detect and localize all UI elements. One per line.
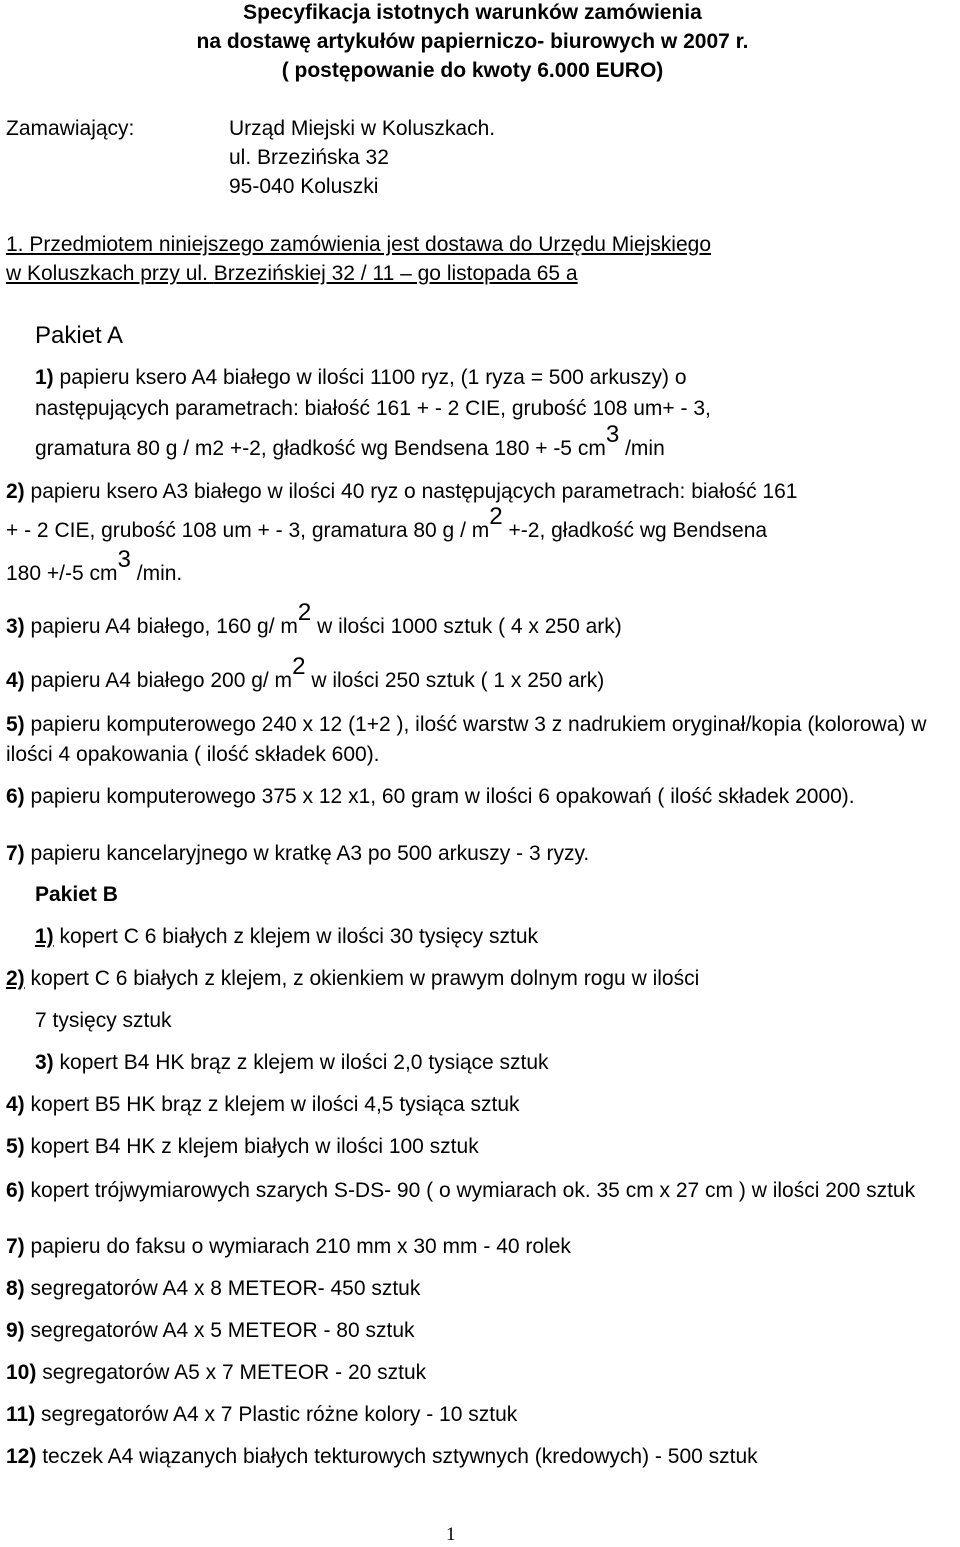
pakiet-b-item-11 [6,1402,517,1427]
item-number: 6) [6,785,25,808]
pakiet-b-item-4 [6,1092,520,1117]
item-number: 3) [35,1051,54,1074]
pakiet-b-item-8 [6,1276,420,1301]
item-text: papieru A4 białego, 160 g/ m [24,615,298,638]
superscript: 3 [117,545,131,573]
item-text: + - 2 CIE, grubość 108 um + - 3, gramatura 80 g / m [6,519,490,542]
pakiet-b-heading: Pakiet B [35,883,118,906]
pakiet-b-item-7 [6,1234,571,1259]
pakiet-b-item-3 [35,1050,549,1075]
item-text: kopert C 6 białych z klejem, z okienkiem w prawym dolnym rogu w ilości [24,967,700,990]
superscript: 2 [297,598,312,626]
item-text: segregatorów A4 x 5 METEOR - 80 sztuk [24,1319,415,1342]
subject-line-2 [6,261,578,286]
item-text: kopert C 6 białych z klejem w ilości 30 tysięcy sztuk [53,925,539,948]
pakiet-a-item-1-line-1 [35,365,687,390]
item-text: kopert B5 HK brąz z klejem w ilości 4,5 tysiąca sztuk [24,1093,520,1116]
item-number: 1) [35,366,54,389]
pakiet-b-item-12 [6,1444,758,1469]
pakiet-b-item-10 [6,1360,426,1385]
item-number: 12) [6,1445,37,1468]
pakiet-a-item-2-line-2 [6,502,768,543]
item-number: 9) [6,1319,25,1342]
pakiet-b-item-9 [6,1318,415,1343]
pakiet-a-item-1-line-2: następujących parametrach: białość 161 + - 2 CIE, grubość 108 um+ - 3, [35,397,711,420]
item-text: 180 +/-5 cm [6,562,118,585]
item-number: 11) [6,1403,36,1426]
item-text: segregatorów A4 x 7 Plastic różne kolory - 10 sztuk [35,1403,518,1426]
item-text: papieru komputerowego 240 x 12 (1+2 ), ilość warstw 3 z nadrukiem oryginał/kopia (kolorowa) w ilości 4 opakowania ( ilość składek 600). [6,713,927,766]
item-number: 4) [6,1093,25,1116]
item-text: segregatorów A4 x 8 METEOR- 450 sztuk [24,1277,421,1300]
item-number: 2) [6,480,25,503]
pakiet-b-item-2 [6,966,699,991]
pakiet-a-heading: Pakiet A [35,322,124,349]
subject-line-2a: w Koluszkach przy ul. [6,262,214,285]
item-text: kopert trójwymiarowych szarych S-DS- 90 ( o wymiarach ok. 35 cm x 27 cm ) w ilości 200 sztuk [24,1179,916,1202]
item-text: segregatorów A5 x 7 METEOR - 20 sztuk [36,1361,427,1384]
item-text: /min. [130,562,183,585]
pakiet-a-item-1-line-3 [35,420,665,461]
pakiet-b-item-1 [35,924,538,949]
ordering-party-city: 95-040 Koluszki [229,175,379,198]
item-number: 7) [6,842,25,865]
item-number: 5) [6,1135,25,1158]
pakiet-a-item-4 [6,652,605,693]
pakiet-b-item-6 [6,1176,956,1205]
item-text: papieru A4 białego 200 g/ m [24,669,293,692]
item-number: 5) [6,713,25,736]
item-text: w ilości 250 sztuk ( 1 x 250 ark) [305,669,605,692]
superscript: 2 [292,652,306,680]
superscript: 3 [605,420,620,448]
item-text: w ilości 1000 sztuk ( 4 x 250 ark) [311,615,622,638]
item-number: 1) [35,925,54,948]
item-text: papieru komputerowego 375 x 12 x1, 60 gram w ilości 6 opakowań ( ilość składek 2000). [24,785,855,808]
pakiet-a-item-2-line-3 [6,545,183,586]
page-number: 1 [446,1524,456,1545]
title-line-2: na dostawę artykułów papierniczo- biurowych w 2007 r. [196,30,749,53]
pakiet-a-item-5 [6,710,956,770]
ordering-party-name: Urząd Miejski w Koluszkach. [229,117,496,140]
item-number: 7) [6,1235,25,1258]
item-number: 6) [6,1179,25,1202]
ordering-party-label: Zamawiający: [6,117,135,140]
item-text: teczek A4 wiązanych białych tekturowych sztywnych (kredowych) - 500 sztuk [36,1445,758,1468]
item-number: 4) [6,669,25,692]
item-text: /min [619,437,665,460]
ordering-party-street: ul. Brzezińska 32 [229,146,389,169]
item-number: 8) [6,1277,25,1300]
item-text: +-2, gładkość wg Bendsena [502,519,768,542]
item-text: papieru ksero A4 białego w ilości 1100 ryz, (1 ryza = 500 arkuszy) o [53,366,687,389]
superscript: 2 [489,502,503,530]
pakiet-a-item-6 [6,782,956,812]
item-text: gramatura 80 g / m2 +-2, gładkość wg Bendsena 180 + -5 cm [35,437,606,460]
item-text: papieru do faksu o wymiarach 210 mm x 30 mm - 40 rolek [24,1235,571,1258]
title-line-1: Specyfikacja istotnych warunków zamówienia [243,1,702,24]
pakiet-a-item-7 [6,841,589,866]
item-text: kopert B4 HK z klejem białych w ilości 100 sztuk [24,1135,479,1158]
title-line-3: ( postępowanie do kwoty 6.000 EURO) [281,59,664,82]
item-text: papieru kancelaryjnego w kratkę A3 po 500 arkuszy - 3 ryzy. [24,842,590,865]
subject-line-1: 1. Przedmiotem niniejszego zamówienia jest dostawa do Urzędu Miejskiego [6,233,712,256]
pakiet-a-item-3 [6,598,622,639]
pakiet-a-item-2-line-1 [6,479,797,504]
subject-line-2b: Brzezińskiej 32 / 11 – go listopada 65 a [213,262,578,285]
item-number: 10) [6,1361,37,1384]
item-number: 2) [6,967,25,990]
pakiet-b-item-2-continued: 7 tysięcy sztuk [35,1009,172,1032]
pakiet-b-item-5 [6,1134,479,1159]
item-number: 3) [6,615,25,638]
item-text: papieru ksero A3 białego w ilości 40 ryz o następujących parametrach: białość 161 [24,480,798,503]
item-text: kopert B4 HK brąz z klejem w ilości 2,0 tysiące sztuk [53,1051,549,1074]
